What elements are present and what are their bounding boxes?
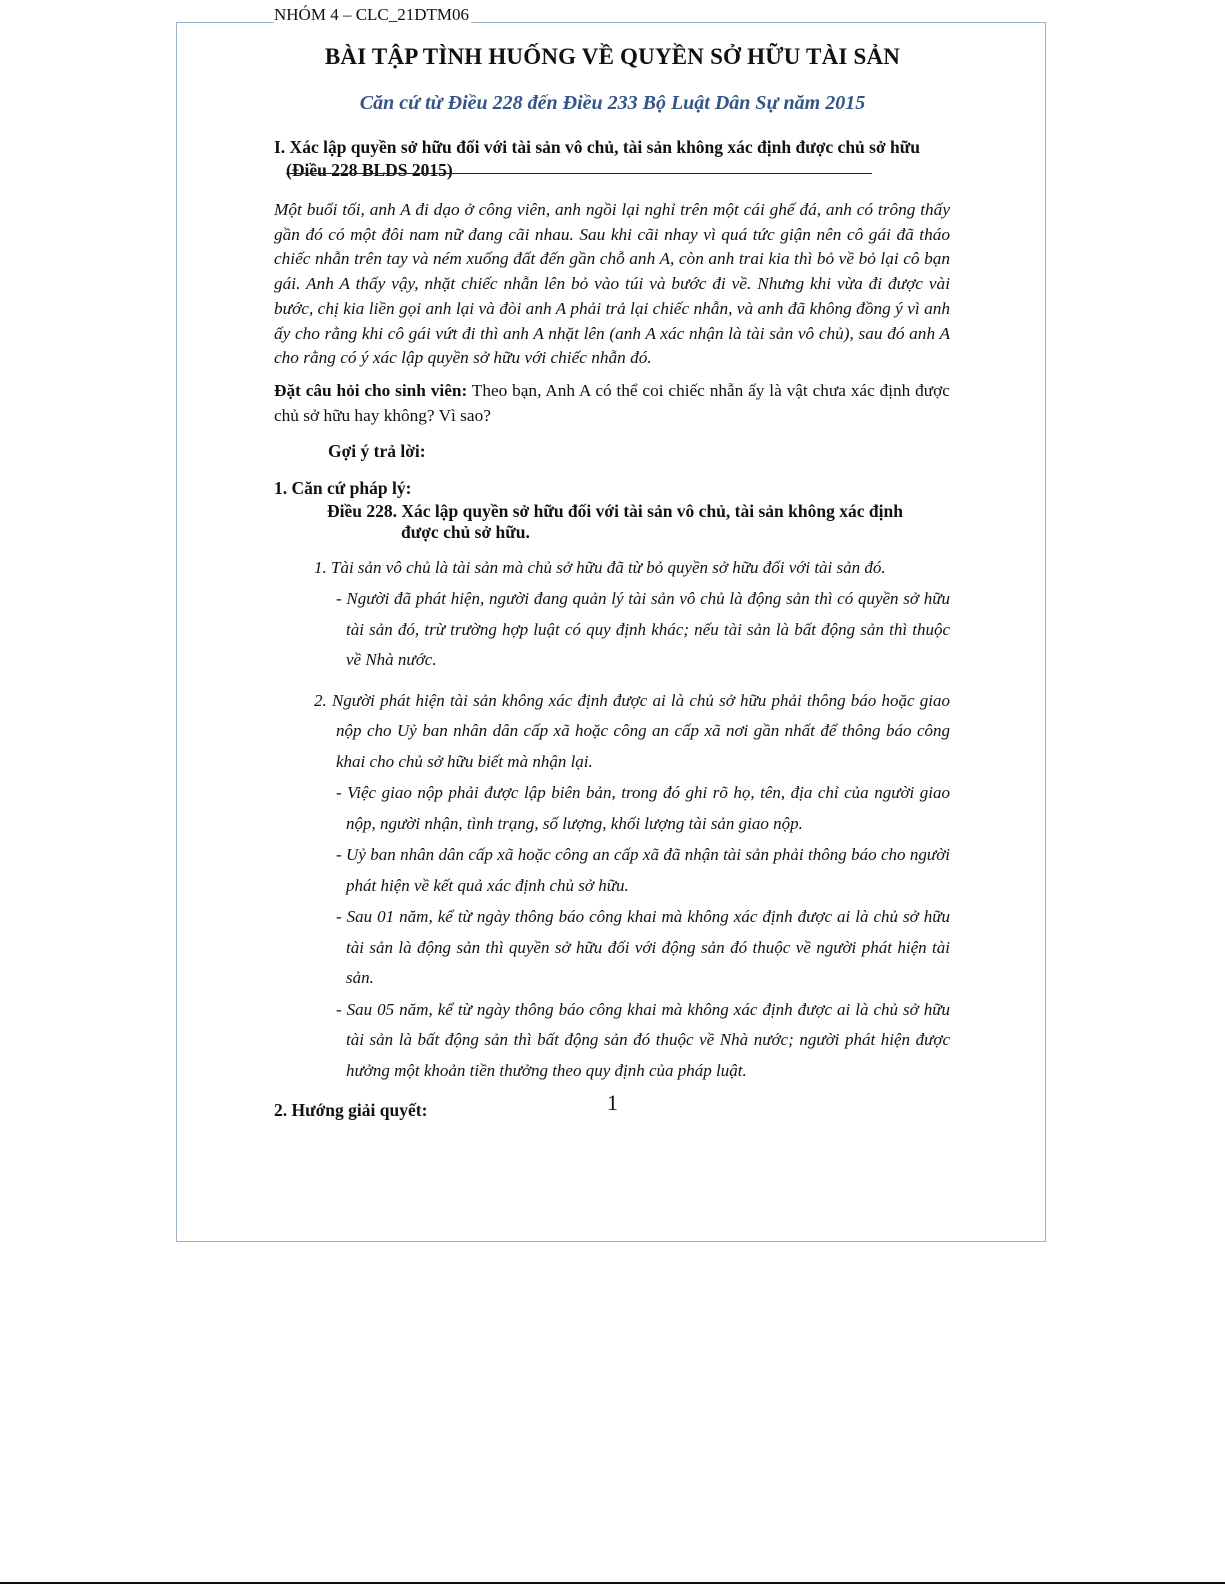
page-number: 1 bbox=[607, 1090, 618, 1115]
clause-2: 2. Người phát hiện tài sản không xác định được ai là chủ sở hữu phải thông báo hoặc giao nộp cho Uỷ ban nhân dân cấp xã hoặc công an cấp xã nơi gần nhất để thông báo công khai cho chủ sở hữu biết mà nhận lại. bbox=[314, 690, 950, 771]
section-heading bbox=[274, 136, 950, 182]
clause-2-bullet: - Sau 01 năm, kể từ ngày thông báo công khai mà không xác định được ai là chủ sở hữu tài sản là động sản thì quyền sở hữu đối với động sản đó thuộc về người phát hiện tài sản. bbox=[336, 907, 950, 988]
question-paragraph bbox=[274, 378, 950, 428]
document-body bbox=[274, 136, 950, 1121]
clause-1-bullet: - Người đã phát hiện, người đang quản lý tài sản vô chủ là động sản thì có quyền sở hữu tài sản đó, trừ trường hợp luật có quy định khác; nếu tài sản là bất động sản thì thuộc về Nhà nước. bbox=[336, 589, 950, 670]
clause-2-bullet: - Uỷ ban nhân dân cấp xã hoặc công an cấp xã đã nhận tài sản phải thông báo cho người phát hiện về kết quả xác định chủ sở hữu. bbox=[336, 845, 950, 895]
bottom-divider bbox=[0, 1582, 1225, 1584]
document-subtitle: Căn cứ từ Điều 228 đến Điều 233 Bộ Luật Dân Sự năm 2015 bbox=[359, 92, 866, 114]
question-text: Theo bạn, Anh A có thể coi chiếc nhẫn ấy là vật chưa xác định được chủ sở hữu hay không? Vì sao? bbox=[274, 380, 950, 425]
group-header: NHÓM 4 – CLC_21DTM06 bbox=[274, 5, 470, 24]
article-title-line1: Điều 228. Xác lập quyền sở hữu đối với tài sản vô chủ, tài sản không xác định bbox=[327, 500, 903, 521]
section-title: I. Xác lập quyền sở hữu đối với tài sản vô chủ, tài sản không xác định được chủ sở hữu bbox=[274, 137, 921, 157]
scenario-paragraph: Một buổi tối, anh A đi dạo ở công viên, anh ngồi lại nghỉ trên một cái ghế đá, anh có trông thấy gần đó có một đôi nam nữ đang cãi nhau. Sau khi cãi nhay vì quá tức giận nên cô gái đã tháo chiếc nhẫn trên tay và ném xuống đất đến gần chỗ anh A, còn anh trai kia thì bỏ về bỏ lại cô bạn gái. Anh A thấy vậy, nhặt chiếc nhẫn lên bỏ vào túi và bước đi về. Nhưng khi vừa đi được vài bước, chị kia liền gọi anh lại và đòi anh A phải trả lại chiếc nhẫn, và anh đã không đồng ý vì anh ấy cho rằng khi cô gái vứt đi thì anh A nhặt lên (anh A xác nhận là tài sản vô chủ), sau đó anh A cho rằng có ý xác lập quyền sở hữu với chiếc nhẫn đó. bbox=[274, 200, 950, 368]
section-underline bbox=[286, 173, 872, 174]
resolution-heading: 2. Hướng giải quyết: bbox=[274, 1100, 428, 1121]
section-reference: (Điều 228 BLDS 2015) bbox=[286, 160, 453, 180]
legal-basis-heading: 1. Căn cứ pháp lý: bbox=[274, 477, 412, 498]
clause-1: 1. Tài sản vô chủ là tài sản mà chủ sở hữu đã từ bỏ quyền sở hữu đối với tài sản đó. bbox=[314, 557, 886, 577]
hint-label: Gợi ý trả lời: bbox=[328, 440, 426, 461]
article-228-heading bbox=[274, 501, 950, 543]
article-title-line2: được chủ sở hữu. bbox=[401, 521, 530, 542]
clause-2-bullet: - Sau 05 năm, kể từ ngày thông báo công khai mà không xác định được ai là chủ sở hữu tài sản là bất động sản thì bất động sản đó thuộc về Nhà nước; người phát hiện được hưởng một khoản tiền thưởng theo quy định của pháp luật. bbox=[336, 999, 950, 1080]
document-title: BÀI TẬP TÌNH HUỐNG VỀ QUYỀN SỞ HỮU TÀI SẢN bbox=[324, 44, 901, 69]
question-label: Đặt câu hỏi cho sinh viên: bbox=[274, 380, 468, 400]
clause-2-bullet: - Việc giao nộp phải được lập biên bản, trong đó ghi rõ họ, tên, địa chỉ của người giao nộp, người nhận, tình trạng, số lượng, khối lượng tài sản giao nộp. bbox=[336, 783, 950, 833]
